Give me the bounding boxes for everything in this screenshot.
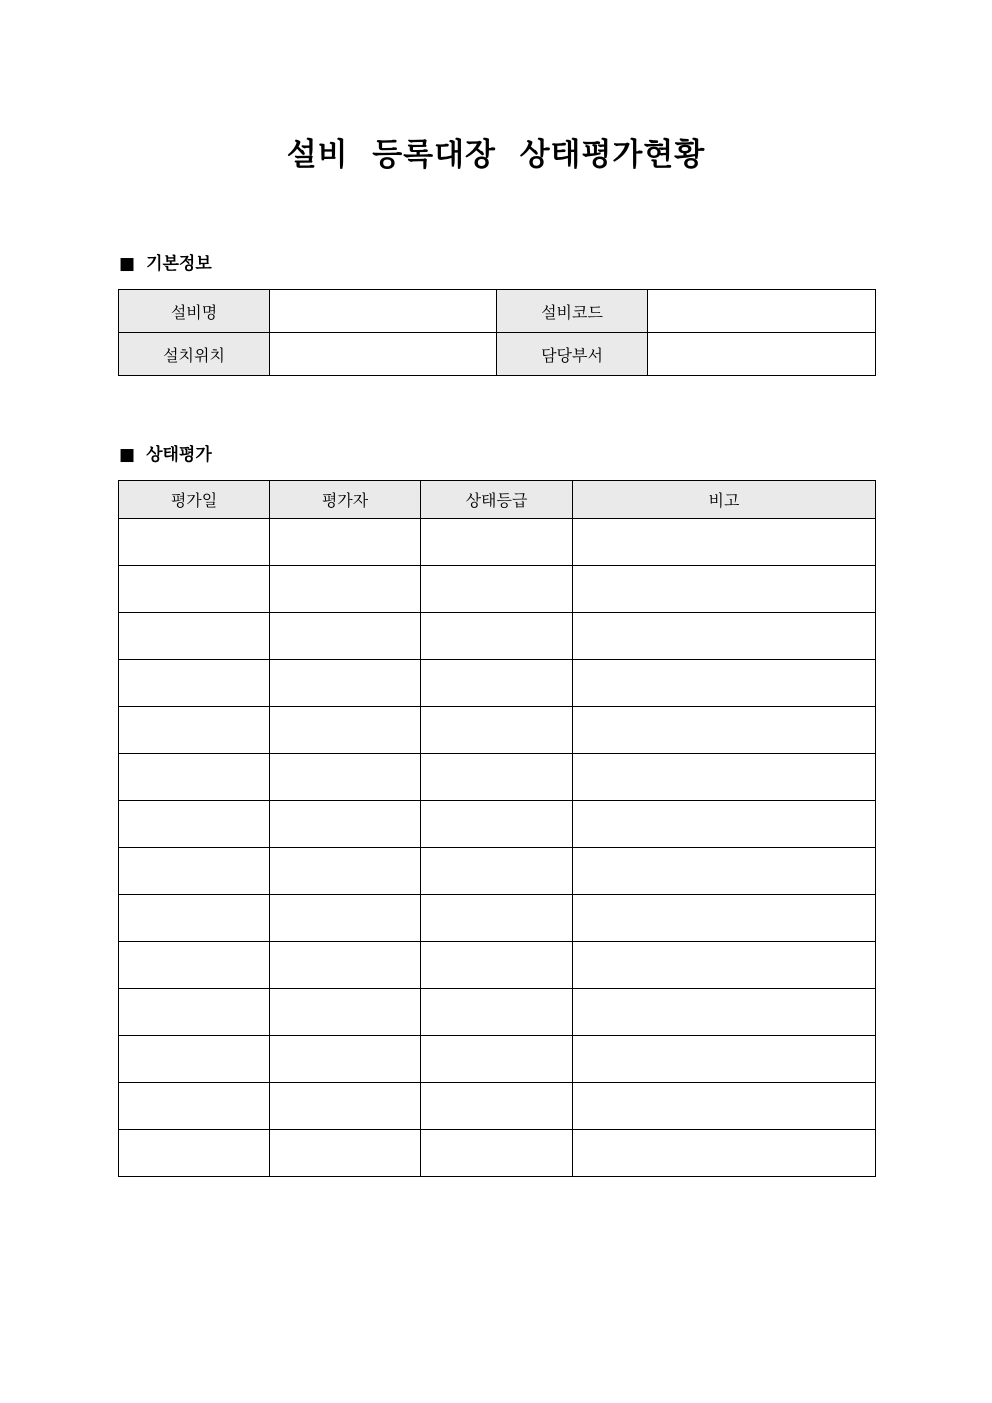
eval-date-cell[interactable] [119,566,270,613]
evaluator-cell[interactable] [270,895,421,942]
remarks-cell[interactable] [573,660,876,707]
install-location-field[interactable] [270,333,497,376]
remarks-cell[interactable] [573,754,876,801]
condition-grade-cell[interactable] [421,1036,573,1083]
section-heading-basic-info [119,252,212,276]
table-row [119,566,876,613]
eval-date-cell[interactable] [119,1083,270,1130]
remarks-cell[interactable] [573,1036,876,1083]
remarks-cell[interactable] [573,942,876,989]
evaluator-cell[interactable] [270,1083,421,1130]
table-row [119,519,876,566]
evaluator-cell[interactable] [270,1130,421,1177]
remarks-cell[interactable] [573,1130,876,1177]
condition-grade-cell[interactable] [421,895,573,942]
remarks-cell[interactable] [573,566,876,613]
condition-grade-cell[interactable] [421,801,573,848]
evaluator-cell[interactable] [270,613,421,660]
eval-date-cell[interactable] [119,895,270,942]
evaluator-cell[interactable] [270,707,421,754]
eval-date-cell[interactable] [119,942,270,989]
evaluator-cell[interactable] [270,660,421,707]
evaluator-cell[interactable] [270,989,421,1036]
table-row [119,290,876,333]
table-row [119,848,876,895]
condition-grade-cell[interactable] [421,660,573,707]
table-row [119,895,876,942]
square-bullet-icon: ■ [119,445,136,465]
evaluator-cell[interactable] [270,942,421,989]
eval-date-cell[interactable] [119,660,270,707]
eval-date-cell[interactable] [119,848,270,895]
evaluator-cell[interactable] [270,848,421,895]
eval-date-cell[interactable] [119,1130,270,1177]
equipment-code-field[interactable] [648,290,876,333]
remarks-cell[interactable] [573,519,876,566]
eval-date-cell[interactable] [119,707,270,754]
eval-date-cell[interactable] [119,801,270,848]
department-field[interactable] [648,333,876,376]
column-header-condition-grade: 상태등급 [421,481,573,519]
eval-date-cell[interactable] [119,613,270,660]
eval-date-cell[interactable] [119,1036,270,1083]
column-header-evaluator: 평가자 [270,481,421,519]
condition-grade-cell[interactable] [421,707,573,754]
remarks-cell[interactable] [573,801,876,848]
basic-info-table [118,289,876,376]
evaluator-cell[interactable] [270,566,421,613]
column-header-eval-date: 평가일 [119,481,270,519]
condition-grade-cell[interactable] [421,848,573,895]
eval-date-cell[interactable] [119,754,270,801]
eval-date-cell[interactable] [119,519,270,566]
department-label: 담당부서 [497,333,648,376]
table-row [119,942,876,989]
evaluation-table [118,480,876,1177]
table-row [119,754,876,801]
evaluator-cell[interactable] [270,1036,421,1083]
eval-date-cell[interactable] [119,989,270,1036]
table-row [119,333,876,376]
condition-grade-cell[interactable] [421,566,573,613]
remarks-cell[interactable] [573,707,876,754]
table-row [119,660,876,707]
equipment-code-label: 설비코드 [497,290,648,333]
table-row [119,801,876,848]
condition-grade-cell[interactable] [421,989,573,1036]
evaluator-cell[interactable] [270,519,421,566]
remarks-cell[interactable] [573,989,876,1036]
table-row [119,707,876,754]
page-title: 설비 등록대장 상태평가현황 [286,137,706,173]
square-bullet-icon: ■ [119,254,136,274]
remarks-cell[interactable] [573,848,876,895]
evaluator-cell[interactable] [270,801,421,848]
table-header-row [119,481,876,519]
equipment-name-field[interactable] [270,290,497,333]
condition-grade-cell[interactable] [421,613,573,660]
table-row [119,613,876,660]
section-heading-evaluation [119,443,212,467]
table-row [119,1083,876,1130]
remarks-cell[interactable] [573,613,876,660]
condition-grade-cell[interactable] [421,519,573,566]
install-location-label: 설치위치 [119,333,270,376]
condition-grade-cell[interactable] [421,942,573,989]
table-row [119,1036,876,1083]
section-title: 상태평가 [146,445,212,465]
table-row [119,989,876,1036]
remarks-cell[interactable] [573,1083,876,1130]
condition-grade-cell[interactable] [421,1083,573,1130]
column-header-remarks: 비고 [573,481,876,519]
evaluator-cell[interactable] [270,754,421,801]
equipment-name-label: 설비명 [119,290,270,333]
section-title: 기본정보 [146,254,212,274]
condition-grade-cell[interactable] [421,754,573,801]
condition-grade-cell[interactable] [421,1130,573,1177]
table-row [119,1130,876,1177]
remarks-cell[interactable] [573,895,876,942]
